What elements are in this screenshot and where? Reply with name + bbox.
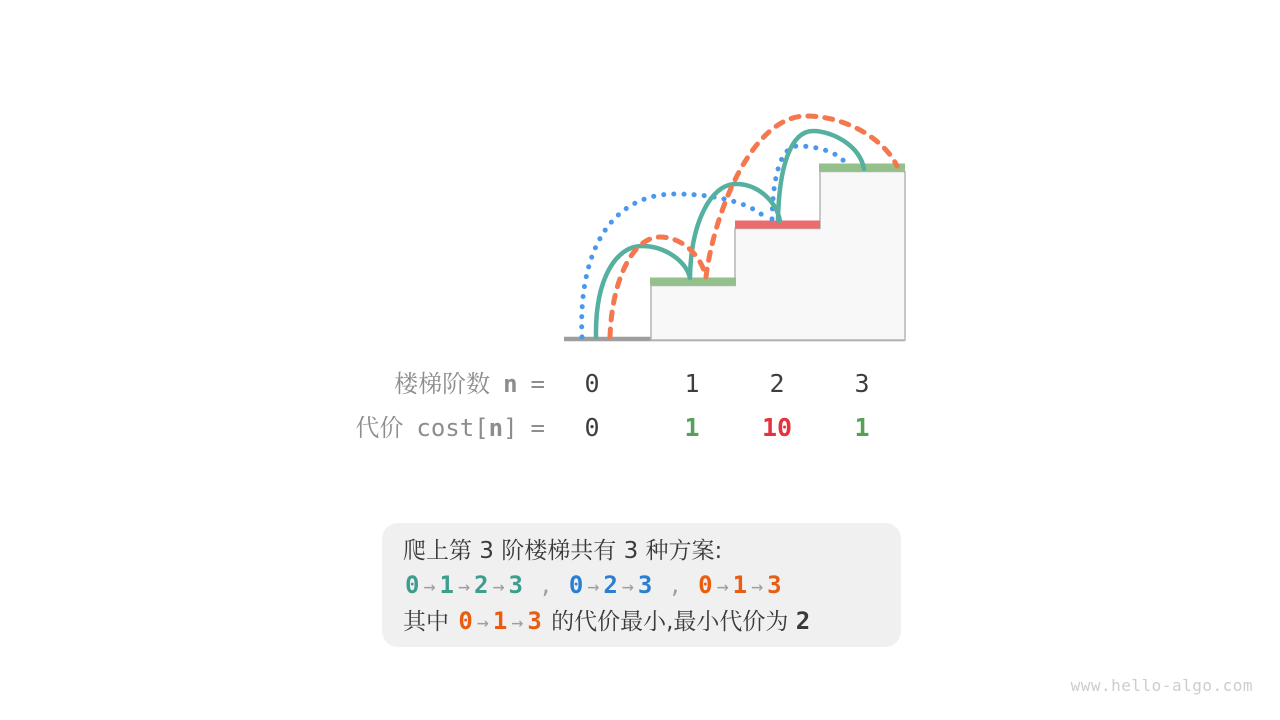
arrow-icon: → xyxy=(751,574,764,598)
cost-code-pre: cost[ xyxy=(416,414,489,442)
cost-label-text: 代价 xyxy=(355,414,404,442)
cost-value-0: 0 xyxy=(584,413,600,442)
stair-index-value-3: 3 xyxy=(854,369,870,398)
note-line3-mid: 的代价最小,最小代价为 xyxy=(551,609,789,635)
path-0-1-2-3: 0 → 1 → 2 → 3 xyxy=(405,571,523,599)
arrow-icon: → xyxy=(457,574,470,598)
note-box xyxy=(382,523,901,647)
stair-index-var: n xyxy=(503,370,518,398)
step1-tread-green xyxy=(650,278,736,286)
note-line2 xyxy=(403,568,880,604)
cost-row xyxy=(0,412,1280,444)
cost-code-post: ] xyxy=(503,414,518,442)
path-separator: , xyxy=(539,574,553,599)
stair-index-value-0: 0 xyxy=(584,369,600,398)
cost-eq: = xyxy=(530,414,545,442)
min-cost-value: 2 xyxy=(795,607,811,635)
best-path-0-1-3: 0 → 1 → 3 xyxy=(458,607,542,635)
arrow-icon: → xyxy=(423,574,436,598)
stair-index-value-1: 1 xyxy=(684,369,700,398)
arrow-icon: → xyxy=(511,610,524,634)
arrow-icon: → xyxy=(621,574,634,598)
cost-value-2: 10 xyxy=(761,413,793,442)
cost-label xyxy=(260,412,545,444)
path-0-1-3: 0 → 1 → 3 xyxy=(698,571,782,599)
path-0-2-3: 0 → 2 → 3 xyxy=(568,571,653,599)
path-separator: , xyxy=(668,574,682,599)
arrow-icon: → xyxy=(476,610,489,634)
stair-index-label-text: 楼梯阶数 xyxy=(394,370,491,398)
arrow-icon: → xyxy=(587,574,600,598)
cost-value-3: 1 xyxy=(854,413,870,442)
note-line3 xyxy=(403,604,880,639)
stair-index-value-2: 2 xyxy=(769,369,785,398)
cost-value-1: 1 xyxy=(684,413,700,442)
stair-index-label xyxy=(260,368,545,400)
stair-index-eq: = xyxy=(530,370,545,398)
stair-index-row xyxy=(0,368,1280,400)
arrow-icon: → xyxy=(716,574,729,598)
arrow-icon: → xyxy=(492,574,505,598)
note-line3-pre: 其中 xyxy=(403,609,449,635)
note-line1: 爬上第 3 阶楼梯共有 3 种方案: xyxy=(403,538,723,564)
watermark: www.hello-algo.com xyxy=(1070,676,1253,695)
cost-var: n xyxy=(488,414,504,442)
